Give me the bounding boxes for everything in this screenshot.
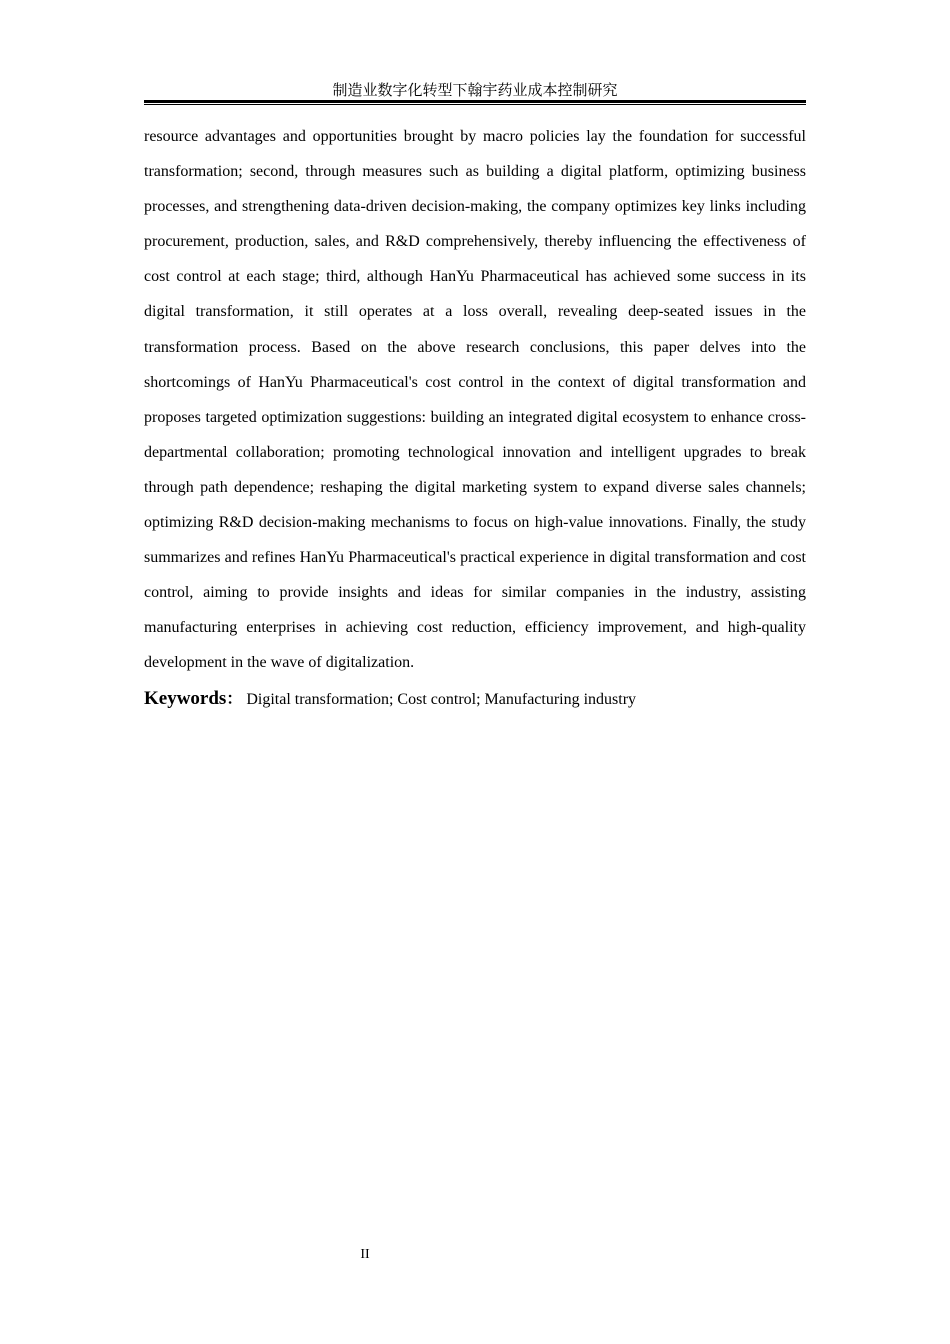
keywords-line	[144, 684, 806, 715]
abstract-paragraph: resource advantages and opportunities brought by macro policies lay the foundation for successful transformation; second, through measures such as building a digital platform, optimizing business processes, and strengthening data-driven decision-making, the company optimizes key links including procurement, production, sales, and R&D comprehensively, thereby influencing the effectiveness of cost control at each stage; third, although HanYu Pharmaceutical has achieved some success in its digital transformation, it still operates at a loss overall, revealing deep-seated issues in the transformation process. Based on the above research conclusions, this paper delves into the shortcomings of HanYu Pharmaceutical's cost control in the context of digital transformation and proposes targeted optimization suggestions: building an integrated digital ecosystem to enhance cross-departmental collaboration; promoting technological innovation and intelligent upgrades to break through path dependence; reshaping the digital marketing system to expand diverse sales channels; optimizing R&D decision-making mechanisms to focus on high-value innovations. Finally, the study summarizes and refines HanYu Pharmaceutical's practical experience in digital transformation and cost control, aiming to provide insights and ideas for similar companies in the industry, assisting manufacturing enterprises in achieving cost reduction, efficiency improvement, and high-quality development in the wave of digitalization.	[144, 128, 806, 672]
running-header: 制造业数字化转型下翰宇药业成本控制研究	[332, 81, 618, 99]
header-rule-thin	[144, 104, 806, 105]
keywords-separator: ：	[226, 691, 243, 708]
keywords-value: Digital transformation; Cost control; Manufacturing industry	[246, 691, 637, 708]
page-number: II	[360, 1247, 370, 1262]
keywords-label: Keywords	[144, 688, 227, 709]
header-rule-thick	[144, 100, 806, 103]
